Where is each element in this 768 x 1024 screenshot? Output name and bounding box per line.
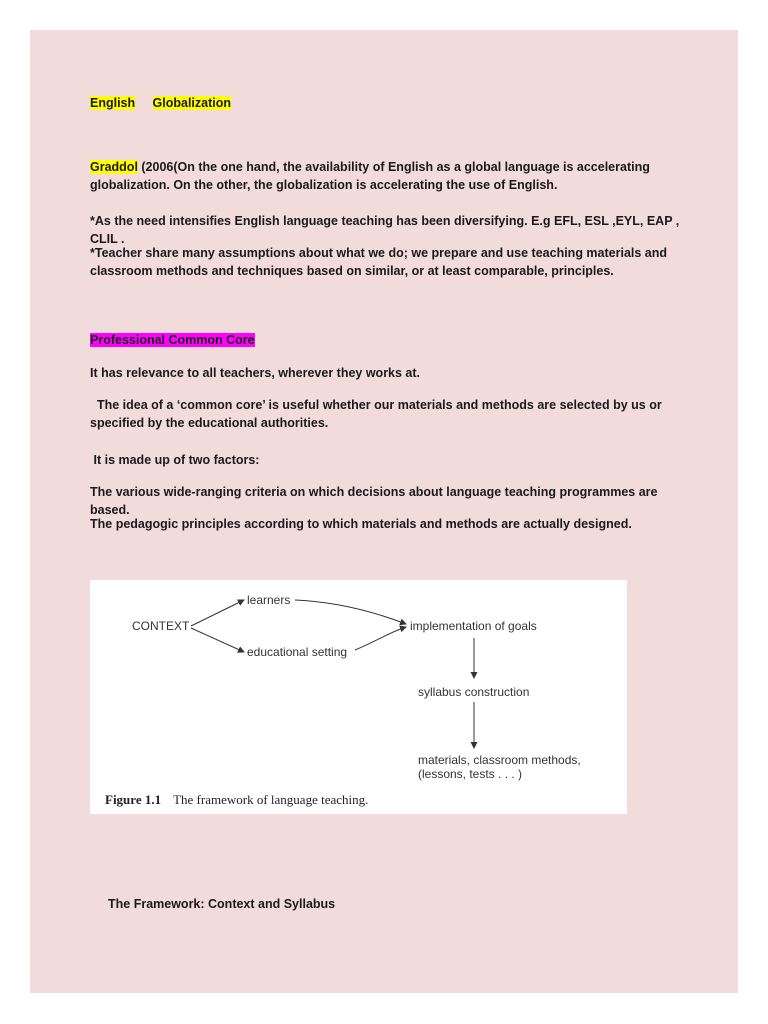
node-syllabus-construction: syllabus construction: [418, 685, 530, 699]
arrow-learners-goals: [295, 600, 406, 624]
node-implementation-of-goals: implementation of goals: [410, 619, 537, 633]
paragraph-assumptions: [90, 244, 690, 280]
figure-caption-text: The framework of language teaching.: [173, 792, 369, 807]
heading-professional-common-core: [90, 331, 690, 349]
figure-framework: [90, 580, 627, 814]
heading-common-core-text: Professional Common Core: [90, 333, 255, 347]
heading-english: English: [90, 96, 136, 110]
paragraph-relevance: It has relevance to all teachers, wherever they works at.: [90, 366, 421, 380]
footer-heading: The Framework: Context and Syllabus: [108, 897, 336, 911]
framework-diagram: [90, 580, 627, 814]
arrow-context-setting: [191, 628, 244, 652]
paragraph-pedagogic: The pedagogic principles according to which materials and methods are actually designed.: [90, 517, 632, 531]
node-materials-line2: (lessons, tests . . . ): [418, 767, 523, 781]
paragraph-criteria: The various wide-ranging criteria on which decisions about language teaching programmes are based.: [90, 485, 661, 517]
node-learners: learners: [247, 593, 291, 607]
paragraph-common-core-line2: specified by the educational authorities.: [90, 416, 329, 430]
paragraph-graddol-line2: globalization. On the other, the globalization is accelerating the use of English.: [90, 178, 558, 192]
node-context: CONTEXT: [132, 619, 190, 633]
figure-caption-label: Figure 1.1: [105, 792, 162, 807]
paragraph-graddol: [90, 158, 690, 194]
paragraph-graddol-line1: (2006(On the one hand, the availability of English as a global language is accelerating: [137, 160, 650, 174]
arrow-setting-goals: [355, 627, 406, 650]
heading-english-globalization: [90, 94, 690, 112]
author-graddol: Graddol: [90, 160, 138, 174]
paragraph-common-core-idea: [90, 396, 690, 432]
heading-globalization: Globalization: [152, 96, 232, 110]
paragraph-assumptions-line2: classroom methods and techniques based on similar, or at least comparable, principles.: [90, 264, 614, 278]
node-educational-setting: educational setting: [247, 645, 348, 659]
arrow-context-learners: [191, 600, 244, 626]
paragraph-diversifying: *As the need intensifies English language teaching has been diversifying. E.g EFL, ESL ,EYL, EAP , CLIL .: [90, 214, 683, 246]
figure-caption: [105, 792, 368, 807]
paragraph-assumptions-line1: *Teacher share many assumptions about what we do; we prepare and use teaching materials and: [90, 246, 668, 260]
node-materials-line1: materials, classroom methods,: [418, 753, 581, 767]
paragraph-common-core-line1: The idea of a ‘common core’ is useful whether our materials and methods are selected by us or: [90, 398, 662, 412]
paragraph-two-factors: It is made up of two factors:: [90, 453, 260, 467]
document-page: [30, 30, 738, 993]
